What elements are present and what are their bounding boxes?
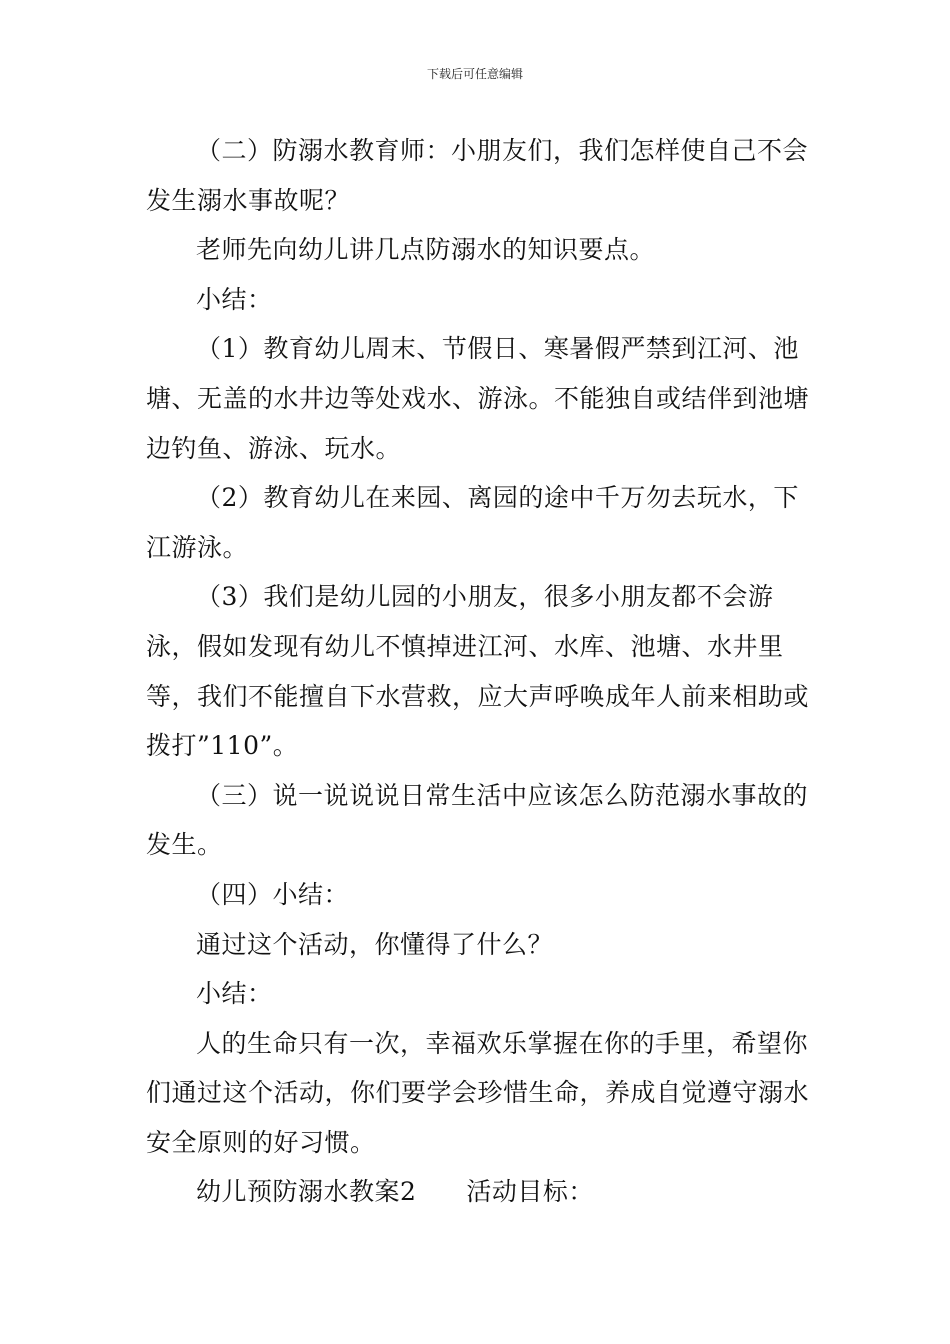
paragraph-summary-label-2: 小结： — [196, 979, 273, 1009]
next-plan-title: 幼儿预防溺水教案2 — [196, 1177, 417, 1207]
paragraph-prevention-question: （二）防溺水教育师：小朋友们，我们怎样使自己不会发生溺水事故呢？ — [146, 136, 809, 215]
paragraph-summary-label: 小结： — [196, 284, 273, 314]
next-plan-subtitle: 活动目标： — [466, 1177, 594, 1207]
paragraph-question: 通过这个活动，你懂得了什么？ — [196, 929, 554, 959]
paragraph-conclusion: 人的生命只有一次，幸福欢乐掌握在你的手里，希望你们通过这个活动，你们要学会珍惜生命，养成自觉遵守溺水安全原则的好习惯。 — [146, 1028, 810, 1157]
paragraph-section-4: （四）小结： — [196, 879, 350, 909]
paragraph-point-2: （2）教育幼儿在来园、离园的途中千万勿去玩水，下江游泳。 — [146, 483, 799, 562]
page-header-note: 下载后可任意编辑 — [426, 67, 523, 81]
paragraph-next-plan — [146, 1167, 818, 1217]
document-body — [146, 126, 818, 1217]
paragraph-teacher-intro: 老师先向幼儿讲几点防溺水的知识要点。 — [196, 235, 656, 265]
paragraph-point-1: （1）教育幼儿周末、节假日、寒暑假严禁到江河、池塘、无盖的水井边等处戏水、游泳。不能独自或结伴到池塘边钓鱼、游泳、玩水。 — [146, 334, 810, 463]
paragraph-point-3: （3）我们是幼儿园的小朋友，很多小朋友都不会游泳，假如发现有幼儿不慎掉进江河、水库、池塘、水井里等，我们不能擅自下水营救，应大声呼唤成年人前来相助或拨打”110”。 — [146, 582, 810, 761]
paragraph-section-3: （三）说一说说说日常生活中应该怎么防范溺水事故的发生。 — [146, 780, 809, 860]
